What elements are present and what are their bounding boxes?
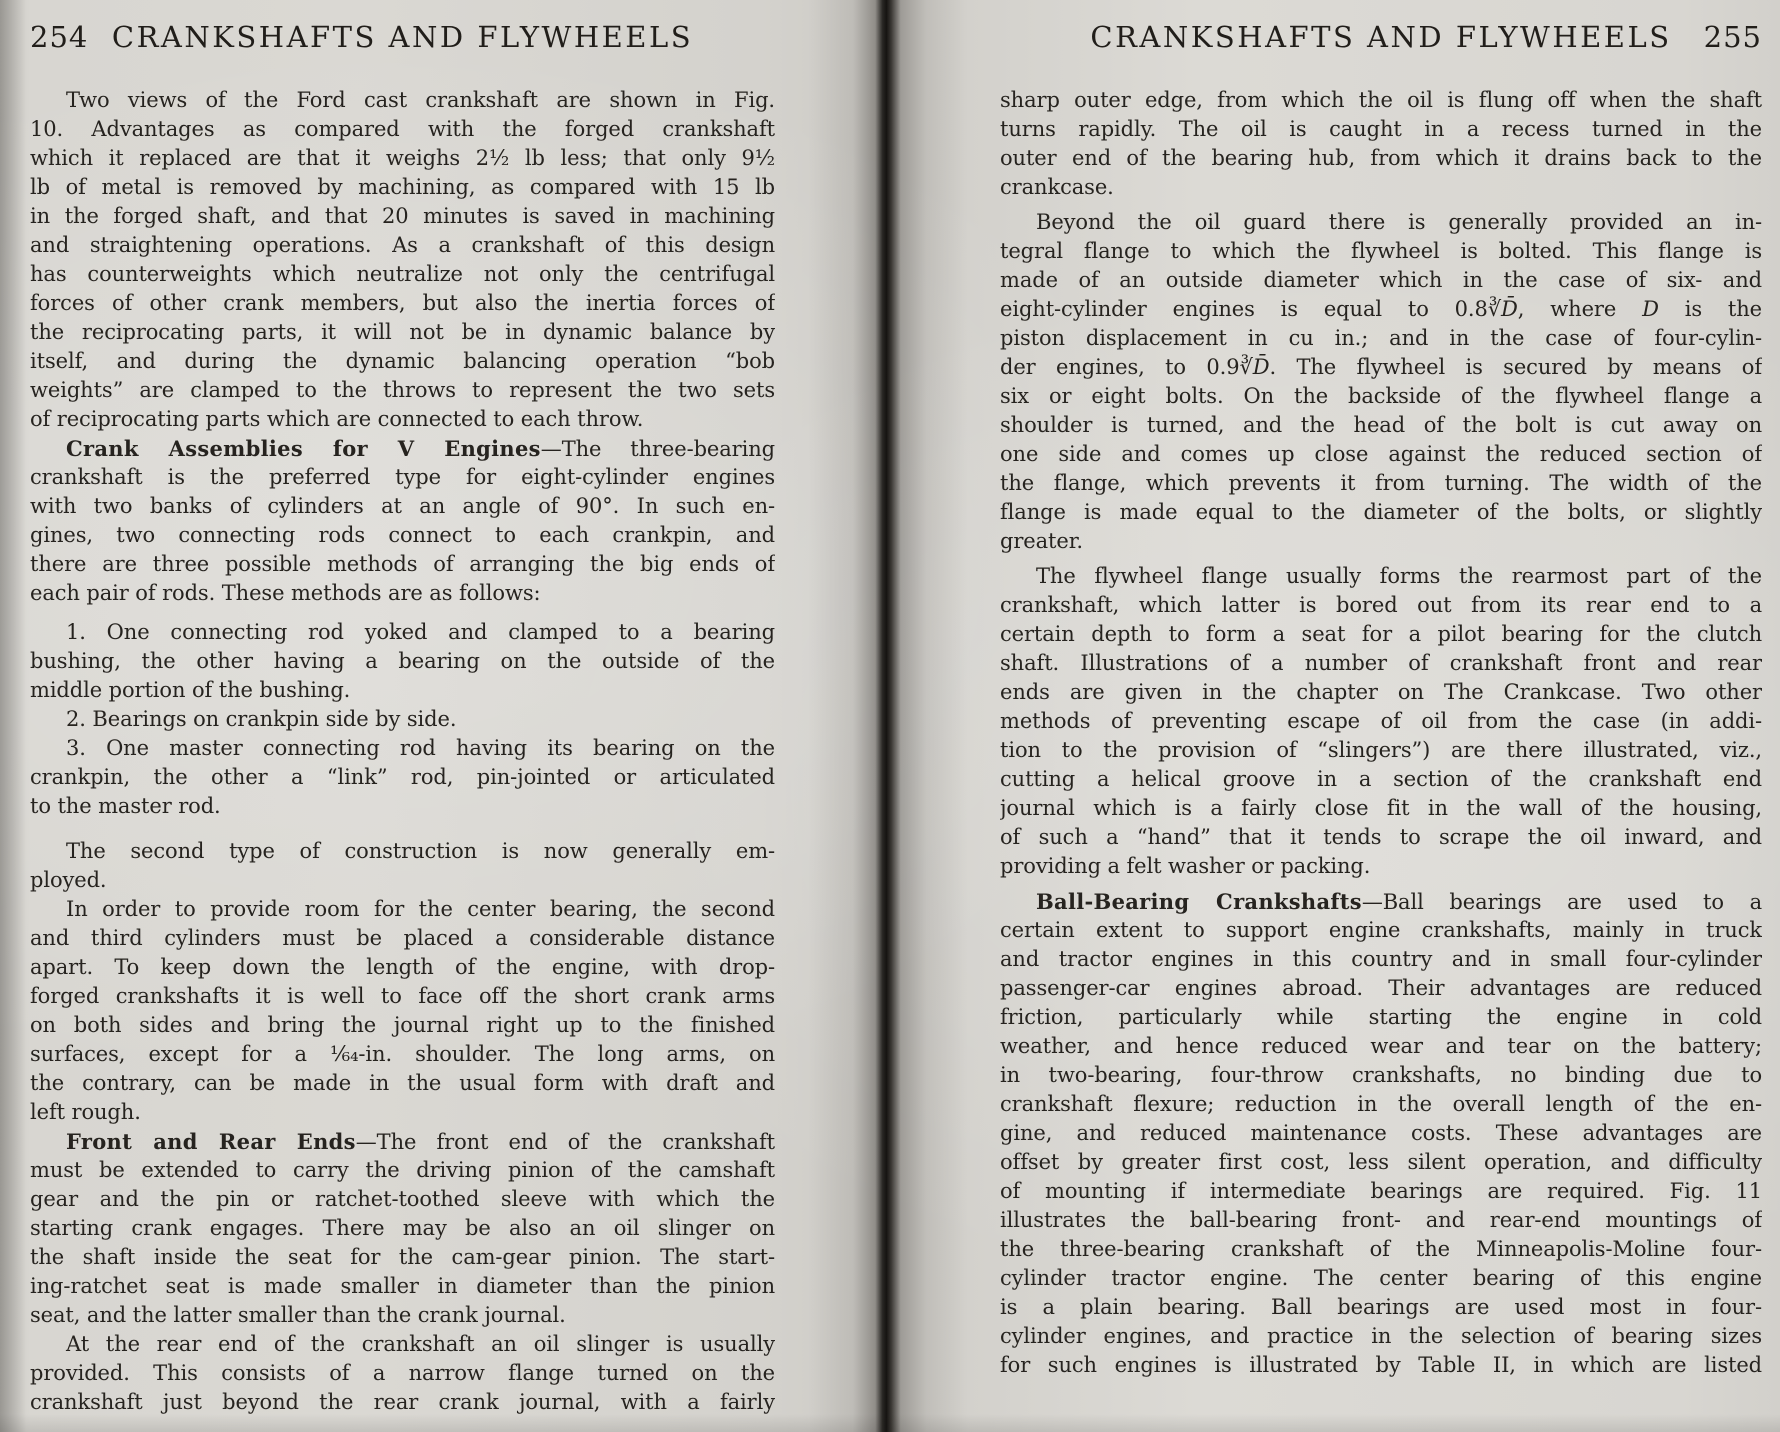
section-heading: Crank Assemblies for V Engines (66, 436, 541, 461)
page-header (1000, 20, 1762, 56)
text-line: gine, and reduced maintenance costs. These advantages are (1000, 1121, 1762, 1145)
text-line: bushing, the other having a bearing on the outside of the (30, 649, 775, 673)
text-line: of such a “hand” that it tends to scrape the oil inward, and (1000, 825, 1762, 849)
text-segment: eight-cylinder engines is equal to 0.8∛ (1000, 297, 1502, 321)
text-line: forged crankshafts it is well to face off the short crank arms (30, 984, 775, 1008)
text-line: crankpin, the other a “link” rod, pin-jointed or articulated (30, 765, 775, 789)
text-line: there are three possible methods of arranging the big ends of (30, 552, 775, 576)
text-line: cylinder tractor engine. The center bearing of this engine (1000, 1266, 1762, 1290)
text-line: in the forged shaft, and that 20 minutes is saved in machining (30, 204, 775, 228)
text-line: passenger-car engines abroad. Their advantages are reduced (1000, 976, 1762, 1000)
text-line (1000, 353, 1762, 382)
text-line: 2. Bearings on crankpin side by side. (66, 707, 457, 731)
text-line: made of an outside diameter which in the case of six- and (1000, 268, 1762, 292)
text-segment: . The flywheel is secured by means of (1269, 355, 1762, 379)
running-head: CRANKSHAFTS AND FLYWHEELS (1090, 20, 1672, 54)
text-line: on both sides and bring the journal right up to the finished (30, 1013, 775, 1037)
section-heading: Ball-Bearing Crankshafts (1036, 889, 1362, 914)
text-line: crankshaft, which latter is bored out from its rear end to a (1000, 593, 1762, 617)
text-line: of mounting if intermediate bearings are required. Fig. 11 (1000, 1179, 1762, 1203)
text-segment: der engines, to 0.9∛ (1000, 355, 1253, 379)
text-line: Beyond the oil guard there is generally provided an in- (1036, 210, 1762, 234)
section-heading: Front and Rear Ends (66, 1129, 356, 1154)
text-line: 3. One master connecting rod having its bearing on the (66, 736, 775, 760)
text-line: seat, and the latter smaller than the crank journal. (30, 1303, 566, 1327)
text-line: cylinder engines, and practice in the selection of bearing sizes (1000, 1324, 1762, 1348)
text-segment: —The front end of the crankshaft (355, 1130, 775, 1154)
text-line: greater. (1000, 529, 1083, 553)
text-line: piston displacement in cu in.; and in the case of four-cylin- (1000, 326, 1762, 350)
paragraph (30, 1330, 775, 1417)
page-text-column (30, 86, 775, 1417)
page-header (30, 20, 775, 56)
text-line: provided. This consists of a narrow flange turned on the (30, 1361, 775, 1385)
text-line: 10. Advantages as compared with the forged crankshaft (30, 117, 775, 141)
text-line: cutting a helical groove in a section of the crankshaft end (1000, 767, 1762, 791)
text-line: one side and comes up close against the reduced section of (1000, 442, 1762, 466)
text-segment: —Ball bearings are used to a (1361, 890, 1762, 914)
text-line: middle portion of the bushing. (30, 678, 351, 702)
text-line: ends are given in the chapter on The Crankcase. Two other (1000, 680, 1762, 704)
text-line: Two views of the Ford cast crankshaft are shown in Fig. (66, 88, 775, 112)
text-line: left rough. (30, 1100, 141, 1124)
page-text-column (1000, 86, 1762, 1380)
text-line: friction, particularly while starting the engine in cold (1000, 1005, 1762, 1029)
text-line: In order to provide room for the center bearing, the second (66, 897, 775, 921)
running-head: CRANKSHAFTS AND FLYWHEELS (111, 20, 694, 54)
text-line (1000, 295, 1762, 324)
page-edge-shadow (0, 0, 26, 1432)
paragraph (30, 434, 775, 608)
text-line: crankcase. (1000, 175, 1114, 199)
text-segment: , where (1517, 297, 1643, 321)
formula-symbol: D̄ (1501, 297, 1518, 321)
text-line: gines, two connecting rods connect to each crankpin, and (30, 523, 775, 547)
text-segment: is the (1658, 297, 1762, 321)
text-line: shoulder is turned, and the head of the bolt is cut away on (1000, 413, 1762, 437)
text-line: each pair of rods. These methods are as follows: (30, 581, 541, 605)
text-line: crankshaft is the preferred type for eight-cylinder engines (30, 465, 775, 489)
text-line: has counterweights which neutralize not only the centrifugal (30, 262, 775, 286)
text-line: certain extent to support engine crankshafts, mainly in truck (1000, 918, 1762, 942)
text-line: the flange, which prevents it from turning. The width of the (1000, 471, 1762, 495)
paragraph (30, 618, 775, 705)
page-number: 255 (1703, 20, 1762, 54)
text-line: with two banks of cylinders at an angle of 90°. In such en- (30, 494, 775, 518)
text-line: starting crank engages. There may be also an oil slinger on (30, 1216, 775, 1240)
text-line: crankshaft just beyond the rear crank journal, with a fairly (30, 1390, 775, 1414)
paragraph (30, 734, 775, 821)
text-line: tion to the provision of “slingers”) are there illustrated, viz., (1000, 738, 1762, 762)
paragraph (30, 837, 775, 895)
text-line: weights” are clamped to the throws to represent the two sets (30, 378, 775, 402)
paragraph (30, 1127, 775, 1330)
formula-symbol: D̄ (1252, 355, 1270, 379)
text-line: certain depth to form a seat for a pilot bearing for the clutch (1000, 622, 1762, 646)
text-line (30, 434, 775, 463)
formula-symbol: D (1642, 297, 1659, 321)
text-line: methods of preventing escape of oil from the case (in addi- (1000, 709, 1762, 733)
text-line: must be extended to carry the driving pinion of the camshaft (30, 1158, 775, 1182)
text-line: apart. To keep down the length of the engine, with drop- (30, 955, 775, 979)
text-line (1000, 887, 1762, 916)
paragraph (1000, 86, 1762, 202)
text-line: for such engines is illustrated by Table II, in which are listed (1000, 1353, 1762, 1377)
text-line: 1. One connecting rod yoked and clamped to a bearing (66, 620, 775, 644)
text-line: the reciprocating parts, it will not be in dynamic balance by (30, 320, 775, 344)
book-spine-gutter (808, 0, 968, 1432)
paragraph (1000, 887, 1762, 1380)
text-line: in two-bearing, four-throw crankshafts, no binding due to (1000, 1063, 1762, 1087)
text-line: and straightening operations. As a crankshaft of this design (30, 233, 775, 257)
text-line: sharp outer edge, from which the oil is flung off when the shaft (1000, 88, 1762, 112)
text-line (30, 1127, 775, 1156)
text-line: and tractor engines in this country and in small four-cylinder (1000, 947, 1762, 971)
paragraph (1000, 562, 1762, 881)
text-line: gear and the pin or ratchet-toothed sleeve with which the (30, 1187, 775, 1211)
page-number: 254 (30, 20, 89, 54)
text-line: The second type of construction is now generally em- (66, 839, 775, 863)
text-line: the contrary, can be made in the usual form with draft and (30, 1071, 775, 1095)
text-line: flange is made equal to the diameter of the bolts, or slightly (1000, 500, 1762, 524)
text-line: of reciprocating parts which are connected to each throw. (30, 407, 644, 431)
text-line: six or eight bolts. On the backside of the flywheel flange a (1000, 384, 1762, 408)
paragraph (30, 86, 775, 434)
paragraph (30, 895, 775, 1127)
text-line: outer end of the bearing hub, from which it drains back to the (1000, 146, 1762, 170)
text-line: which it replaced are that it weighs 2½ lb less; that only 9½ (30, 146, 775, 170)
text-line: tegral flange to which the flywheel is bolted. This flange is (1000, 239, 1762, 263)
paragraph (1000, 208, 1762, 556)
text-line: At the rear end of the crankshaft an oil slinger is usually (66, 1332, 775, 1356)
text-line: and third cylinders must be placed a considerable distance (30, 926, 775, 950)
text-line: ployed. (30, 868, 107, 892)
text-line: the three-bearing crankshaft of the Minneapolis-Moline four- (1000, 1237, 1762, 1261)
text-line: journal which is a fairly close fit in the wall of the housing, (1000, 796, 1762, 820)
text-line: forces of other crank members, but also the inertia forces of (30, 291, 775, 315)
paragraph (30, 705, 775, 734)
text-line: turns rapidly. The oil is caught in a recess turned in the (1000, 117, 1762, 141)
text-line: is a plain bearing. Ball bearings are used most in four- (1000, 1295, 1762, 1319)
text-line: shaft. Illustrations of a number of crankshaft front and rear (1000, 651, 1762, 675)
text-line: illustrates the ball-bearing front- and rear-end mountings of (1000, 1208, 1762, 1232)
text-line: weather, and hence reduced wear and tear on the battery; (1000, 1034, 1762, 1058)
text-line: to the master rod. (30, 794, 221, 818)
text-line: lb of metal is removed by machining, as compared with 15 lb (30, 175, 775, 199)
text-line: crankshaft flexure; reduction in the overall length of the en- (1000, 1092, 1762, 1116)
text-line: surfaces, except for a ¹⁄₆₄-in. shoulder. The long arms, on (30, 1042, 775, 1066)
text-line: The flywheel flange usually forms the rearmost part of the (1036, 564, 1762, 588)
text-line: itself, and during the dynamic balancing operation “bob (30, 349, 775, 373)
text-line: the shaft inside the seat for the cam-gear pinion. The start- (30, 1245, 775, 1269)
text-line: offset by greater first cost, less silent operation, and difficulty (1000, 1150, 1762, 1174)
text-line: providing a felt washer or packing. (1000, 854, 1371, 878)
text-line: ing-ratchet seat is made smaller in diameter than the pinion (30, 1274, 775, 1298)
text-segment: —The three-bearing (540, 437, 775, 461)
